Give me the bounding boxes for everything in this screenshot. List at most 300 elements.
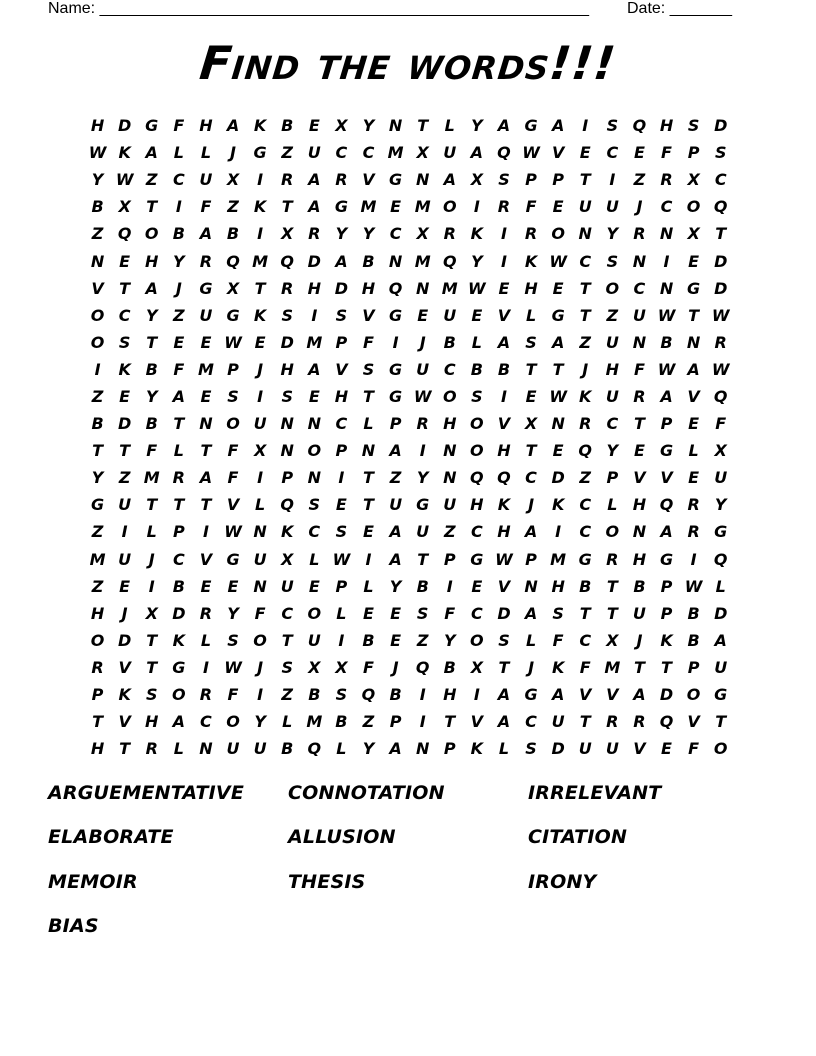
grid-letter[interactable]: I [690, 549, 697, 569]
grid-letter[interactable]: I [338, 468, 345, 488]
grid-letter[interactable]: U [226, 739, 240, 759]
grid-letter[interactable]: V [660, 468, 673, 488]
grid-letter[interactable]: X [118, 197, 131, 217]
grid-letter[interactable]: P [389, 712, 402, 732]
grid-letter[interactable]: F [363, 657, 374, 677]
grid-letter[interactable]: S [145, 685, 158, 705]
grid-letter[interactable]: Z [606, 305, 619, 325]
grid-letter[interactable]: C [579, 522, 592, 542]
grid-letter[interactable]: I [257, 386, 264, 406]
grid-letter[interactable]: I [419, 712, 426, 732]
grid-letter[interactable]: R [687, 522, 700, 542]
grid-letter[interactable]: C [200, 712, 212, 732]
grid-letter[interactable]: E [661, 739, 672, 759]
grid-letter[interactable]: H [632, 549, 647, 569]
grid-letter[interactable]: T [363, 468, 374, 488]
grid-letter[interactable]: C [525, 712, 537, 732]
grid-letter[interactable]: V [551, 143, 565, 163]
grid-letter[interactable]: L [173, 739, 184, 759]
grid-letter[interactable]: C [172, 549, 185, 569]
grid-letter[interactable]: M [441, 278, 458, 298]
grid-letter[interactable]: I [473, 197, 480, 217]
grid-letter[interactable]: F [200, 197, 212, 217]
grid-letter[interactable]: G [659, 549, 674, 569]
grid-letter[interactable]: A [389, 739, 402, 759]
grid-letter[interactable]: I [175, 197, 182, 217]
grid-letter[interactable]: N [199, 739, 213, 759]
grid-letter[interactable]: E [579, 143, 591, 163]
grid-letter[interactable]: L [525, 305, 537, 325]
grid-letter[interactable]: T [579, 170, 591, 190]
grid-letter[interactable]: D [118, 116, 132, 136]
grid-letter[interactable]: R [687, 495, 700, 515]
grid-letter[interactable]: A [497, 332, 511, 352]
grid-letter[interactable]: N [90, 251, 105, 271]
grid-letter[interactable]: I [338, 630, 345, 650]
grid-letter[interactable]: L [688, 441, 699, 461]
grid-letter[interactable]: N [253, 576, 267, 596]
grid-letter[interactable]: K [470, 739, 484, 759]
grid-letter[interactable]: H [145, 712, 159, 732]
grid-letter[interactable]: O [442, 386, 457, 406]
grid-letter[interactable]: U [118, 549, 132, 569]
grid-letter[interactable]: S [606, 251, 619, 271]
grid-letter[interactable]: I [555, 522, 562, 542]
grid-letter[interactable]: T [606, 603, 618, 623]
grid-letter[interactable]: X [335, 116, 348, 136]
grid-letter[interactable]: S [308, 495, 321, 515]
grid-letter[interactable]: Z [227, 197, 239, 217]
grid-letter[interactable]: S [335, 522, 348, 542]
grid-letter[interactable]: L [607, 495, 618, 515]
grid-letter[interactable]: V [199, 549, 213, 569]
grid-letter[interactable]: V [497, 576, 511, 596]
grid-letter[interactable]: G [145, 116, 159, 136]
grid-letter[interactable]: Z [91, 224, 104, 244]
grid-letter[interactable]: U [199, 170, 213, 190]
grid-letter[interactable]: N [388, 116, 403, 136]
grid-letter[interactable]: K [172, 630, 186, 650]
grid-letter[interactable]: T [146, 332, 158, 352]
grid-letter[interactable]: Y [145, 386, 158, 406]
grid-letter[interactable]: O [226, 414, 240, 434]
grid-letter[interactable]: H [307, 278, 321, 298]
grid-letter[interactable]: O [470, 441, 484, 461]
grid-letter[interactable]: D [334, 278, 349, 298]
grid-letter[interactable]: E [417, 305, 429, 325]
grid-letter[interactable]: P [443, 549, 456, 569]
grid-letter[interactable]: T [146, 197, 158, 217]
grid-letter[interactable]: Y [227, 603, 239, 623]
grid-letter[interactable]: S [227, 386, 239, 406]
grid-letter[interactable]: Z [281, 685, 293, 705]
grid-letter[interactable]: Q [307, 739, 322, 759]
grid-letter[interactable]: E [227, 576, 239, 596]
grid-letter[interactable]: K [253, 305, 267, 325]
grid-letter[interactable]: X [687, 170, 700, 190]
grid-letter[interactable]: G [389, 386, 403, 406]
grid-letter[interactable]: A [660, 386, 673, 406]
grid-letter[interactable]: R [633, 224, 646, 244]
grid-letter[interactable]: I [419, 685, 426, 705]
grid-letter[interactable]: U [605, 386, 619, 406]
grid-letter[interactable]: G [199, 278, 213, 298]
grid-letter[interactable]: B [91, 197, 104, 217]
grid-letter[interactable]: A [145, 143, 158, 163]
grid-letter[interactable]: Y [362, 116, 375, 136]
grid-letter[interactable]: Y [173, 251, 185, 271]
grid-letter[interactable]: T [661, 657, 672, 677]
grid-letter[interactable]: T [92, 712, 103, 732]
grid-letter[interactable]: D [118, 630, 132, 650]
grid-letter[interactable]: L [363, 576, 374, 596]
grid-letter[interactable]: X [524, 414, 538, 434]
grid-letter[interactable]: U [307, 143, 321, 163]
grid-letter[interactable]: C [579, 251, 592, 271]
grid-letter[interactable]: P [91, 685, 104, 705]
grid-letter[interactable]: F [227, 441, 239, 461]
grid-letter[interactable]: T [173, 414, 185, 434]
grid-letter[interactable]: E [119, 576, 131, 596]
grid-letter[interactable]: M [252, 251, 269, 271]
grid-letter[interactable]: I [473, 685, 480, 705]
grid-letter[interactable]: Q [388, 278, 403, 298]
grid-letter[interactable]: M [360, 197, 377, 217]
grid-letter[interactable]: T [119, 441, 131, 461]
grid-letter[interactable]: Z [416, 630, 429, 650]
grid-letter[interactable]: T [363, 386, 374, 406]
grid-letter[interactable]: N [280, 414, 294, 434]
grid-letter[interactable]: V [633, 739, 646, 759]
grid-letter[interactable]: G [524, 116, 538, 136]
grid-letter[interactable]: H [659, 116, 674, 136]
grid-letter[interactable]: V [579, 685, 592, 705]
grid-letter[interactable]: A [551, 685, 565, 705]
grid-letter[interactable]: T [525, 441, 537, 461]
grid-letter[interactable]: U [199, 305, 213, 325]
grid-letter[interactable]: D [172, 603, 186, 623]
grid-letter[interactable]: N [199, 414, 213, 434]
grid-letter[interactable]: B [687, 603, 700, 623]
grid-letter[interactable]: Z [145, 170, 158, 190]
grid-letter[interactable]: A [470, 143, 484, 163]
grid-letter[interactable]: S [362, 359, 375, 379]
grid-letter[interactable]: K [253, 116, 267, 136]
grid-letter[interactable]: Z [579, 468, 592, 488]
grid-letter[interactable]: H [334, 386, 349, 406]
grid-letter[interactable]: T [633, 657, 645, 677]
grid-letter[interactable]: X [226, 170, 240, 190]
grid-letter[interactable]: C [172, 170, 185, 190]
grid-letter[interactable]: Q [361, 685, 376, 705]
grid-letter[interactable]: T [281, 197, 293, 217]
grid-letter[interactable]: F [363, 332, 374, 352]
grid-letter[interactable]: E [200, 576, 212, 596]
grid-letter[interactable]: P [172, 522, 185, 542]
grid-letter[interactable]: S [416, 603, 429, 623]
grid-letter[interactable]: J [121, 603, 128, 623]
grid-letter[interactable]: R [633, 712, 646, 732]
grid-letter[interactable]: V [226, 495, 240, 515]
grid-letter[interactable]: N [307, 414, 321, 434]
grid-letter[interactable]: E [633, 441, 645, 461]
grid-letter[interactable]: J [636, 197, 643, 217]
grid-letter[interactable]: A [714, 630, 727, 650]
grid-letter[interactable]: I [500, 386, 507, 406]
grid-letter[interactable]: D [714, 251, 728, 271]
grid-letter[interactable]: T [254, 278, 266, 298]
grid-letter[interactable]: T [525, 359, 537, 379]
grid-letter[interactable]: G [226, 549, 240, 569]
grid-letter[interactable]: H [632, 495, 647, 515]
grid-letter[interactable]: I [257, 685, 264, 705]
grid-letter[interactable]: F [173, 116, 185, 136]
grid-letter[interactable]: A [497, 712, 511, 732]
grid-letter[interactable]: N [659, 224, 674, 244]
grid-letter[interactable]: O [172, 685, 186, 705]
grid-letter[interactable]: Q [226, 251, 240, 271]
grid-letter[interactable]: T [119, 739, 131, 759]
grid-letter[interactable]: L [336, 603, 347, 623]
grid-letter[interactable]: Q [659, 495, 674, 515]
grid-letter[interactable]: I [202, 657, 209, 677]
grid-letter[interactable]: I [663, 251, 670, 271]
grid-letter[interactable]: T [146, 495, 158, 515]
grid-letter[interactable]: A [551, 332, 565, 352]
grid-letter[interactable]: N [388, 251, 403, 271]
grid-letter[interactable]: U [253, 549, 267, 569]
grid-letter[interactable]: P [687, 143, 700, 163]
grid-letter[interactable]: U [632, 305, 646, 325]
grid-letter[interactable]: I [94, 359, 101, 379]
grid-letter[interactable]: X [253, 441, 267, 461]
grid-letter[interactable]: I [500, 224, 507, 244]
grid-letter[interactable]: K [118, 143, 131, 163]
grid-letter[interactable]: Q [442, 251, 457, 271]
grid-letter[interactable]: I [311, 305, 318, 325]
grid-letter[interactable]: V [91, 278, 104, 298]
grid-letter[interactable]: P [335, 576, 348, 596]
grid-letter[interactable]: U [578, 739, 592, 759]
grid-letter[interactable]: U [605, 332, 619, 352]
grid-letter[interactable]: Z [633, 170, 646, 190]
grid-letter[interactable]: V [497, 414, 511, 434]
grid-letter[interactable]: L [471, 332, 482, 352]
grid-letter[interactable]: O [90, 305, 105, 325]
grid-letter[interactable]: P [335, 332, 348, 352]
grid-letter[interactable]: Q [659, 712, 674, 732]
grid-letter[interactable]: J [419, 332, 426, 352]
grid-letter[interactable]: M [550, 549, 567, 569]
grid-letter[interactable]: L [146, 522, 157, 542]
grid-letter[interactable]: H [497, 441, 511, 461]
grid-letter[interactable]: T [444, 712, 456, 732]
grid-letter[interactable]: B [633, 576, 646, 596]
grid-letter[interactable]: C [335, 143, 348, 163]
grid-letter[interactable]: G [687, 278, 701, 298]
grid-letter[interactable]: O [605, 278, 620, 298]
grid-letter[interactable]: W [88, 143, 107, 163]
grid-letter[interactable]: I [419, 441, 426, 461]
grid-letter[interactable]: S [471, 386, 483, 406]
grid-letter[interactable]: B [362, 630, 375, 650]
grid-letter[interactable]: P [443, 739, 456, 759]
grid-letter[interactable]: L [715, 576, 726, 596]
grid-letter[interactable]: P [552, 170, 564, 190]
grid-letter[interactable]: B [687, 630, 700, 650]
grid-letter[interactable]: U [118, 495, 132, 515]
grid-letter[interactable]: A [687, 359, 700, 379]
grid-letter[interactable]: O [686, 685, 701, 705]
grid-letter[interactable]: G [226, 305, 240, 325]
grid-letter[interactable]: B [226, 224, 240, 244]
grid-letter[interactable]: G [714, 522, 728, 542]
grid-letter[interactable]: J [230, 143, 236, 163]
grid-letter[interactable]: C [389, 224, 402, 244]
grid-letter[interactable]: W [332, 549, 351, 569]
grid-letter[interactable]: F [552, 630, 564, 650]
grid-letter[interactable]: P [660, 603, 673, 623]
grid-letter[interactable]: W [224, 332, 242, 352]
grid-letter[interactable]: L [200, 630, 212, 650]
grid-letter[interactable]: R [199, 685, 213, 705]
grid-letter[interactable]: D [659, 685, 674, 705]
grid-letter[interactable]: E [119, 386, 131, 406]
grid-letter[interactable]: G [90, 495, 105, 515]
grid-letter[interactable]: Y [389, 576, 402, 596]
grid-letter[interactable]: R [308, 224, 321, 244]
grid-letter[interactable]: U [578, 197, 592, 217]
grid-letter[interactable]: Z [579, 332, 592, 352]
grid-letter[interactable]: M [306, 332, 323, 352]
grid-letter[interactable]: H [443, 685, 457, 705]
grid-letter[interactable]: X [416, 143, 429, 163]
grid-letter[interactable]: O [307, 603, 322, 623]
grid-letter[interactable]: U [307, 630, 321, 650]
grid-letter[interactable]: N [415, 278, 430, 298]
grid-letter[interactable]: T [633, 414, 645, 434]
grid-letter[interactable]: W [549, 386, 567, 406]
grid-letter[interactable]: B [145, 359, 158, 379]
grid-letter[interactable]: A [199, 224, 213, 244]
grid-letter[interactable]: T [417, 549, 429, 569]
grid-letter[interactable]: X [416, 224, 429, 244]
grid-letter[interactable]: I [365, 549, 372, 569]
grid-letter[interactable]: X [281, 224, 294, 244]
grid-letter[interactable]: L [255, 495, 266, 515]
grid-letter[interactable]: Q [632, 116, 647, 136]
grid-letter[interactable]: W [522, 143, 540, 163]
grid-letter[interactable]: C [606, 414, 619, 434]
grid-letter[interactable]: K [470, 224, 484, 244]
grid-letter[interactable]: U [253, 414, 267, 434]
grid-letter[interactable]: V [687, 386, 700, 406]
grid-letter[interactable]: G [714, 685, 728, 705]
grid-letter[interactable]: S [335, 305, 348, 325]
grid-letter[interactable]: H [497, 522, 511, 542]
grid-letter[interactable]: A [524, 603, 538, 623]
grid-letter[interactable]: U [443, 143, 457, 163]
grid-letter[interactable]: R [335, 170, 348, 190]
grid-letter[interactable]: Q [497, 143, 511, 163]
grid-letter[interactable]: T [281, 630, 293, 650]
grid-letter[interactable]: S [525, 739, 537, 759]
grid-letter[interactable]: U [605, 197, 619, 217]
grid-letter[interactable]: A [172, 712, 186, 732]
grid-letter[interactable]: R [416, 414, 429, 434]
grid-letter[interactable]: C [308, 522, 321, 542]
grid-letter[interactable]: N [632, 251, 647, 271]
grid-letter[interactable]: B [470, 359, 483, 379]
grid-letter[interactable]: F [579, 657, 591, 677]
grid-letter[interactable]: E [552, 441, 564, 461]
grid-letter[interactable]: Y [335, 224, 348, 244]
grid-letter[interactable]: E [308, 386, 320, 406]
grid-letter[interactable]: F [661, 143, 672, 163]
grid-letter[interactable]: N [443, 468, 457, 488]
grid-letter[interactable]: L [200, 143, 212, 163]
grid-letter[interactable]: S [227, 630, 239, 650]
grid-letter[interactable]: U [443, 495, 457, 515]
grid-letter[interactable]: J [148, 549, 155, 569]
grid-letter[interactable]: A [497, 116, 511, 136]
grid-letter[interactable]: F [633, 359, 645, 379]
grid-letter[interactable]: W [224, 522, 242, 542]
grid-letter[interactable]: L [444, 116, 455, 136]
grid-letter[interactable]: Q [415, 657, 430, 677]
grid-letter[interactable]: Z [118, 468, 131, 488]
grid-letter[interactable]: A [633, 685, 646, 705]
grid-letter[interactable]: C [660, 197, 673, 217]
grid-letter[interactable]: Y [362, 739, 375, 759]
grid-letter[interactable]: C [281, 603, 294, 623]
grid-letter[interactable]: E [308, 116, 320, 136]
grid-letter[interactable]: H [470, 495, 484, 515]
grid-letter[interactable]: M [306, 712, 323, 732]
grid-letter[interactable]: N [632, 332, 647, 352]
grid-letter[interactable]: T [498, 657, 510, 677]
grid-letter[interactable]: L [363, 414, 374, 434]
grid-letter[interactable]: B [389, 685, 402, 705]
grid-letter[interactable]: N [443, 441, 457, 461]
grid-letter[interactable]: B [281, 116, 294, 136]
grid-letter[interactable]: N [551, 414, 565, 434]
grid-letter[interactable]: O [253, 630, 267, 650]
grid-letter[interactable]: N [280, 441, 294, 461]
grid-letter[interactable]: V [335, 359, 348, 379]
grid-letter[interactable]: C [118, 305, 131, 325]
grid-letter[interactable]: R [199, 603, 213, 623]
grid-letter[interactable]: P [660, 414, 673, 434]
grid-letter[interactable]: F [254, 603, 266, 623]
grid-letter[interactable]: F [525, 197, 537, 217]
grid-letter[interactable]: X [687, 224, 700, 244]
grid-letter[interactable]: L [309, 549, 320, 569]
grid-letter[interactable]: L [173, 441, 184, 461]
grid-letter[interactable]: I [148, 576, 155, 596]
grid-letter[interactable]: U [253, 739, 267, 759]
grid-letter[interactable]: S [525, 332, 537, 352]
grid-letter[interactable]: B [281, 739, 294, 759]
grid-letter[interactable]: E [254, 332, 266, 352]
grid-letter[interactable]: K [118, 685, 131, 705]
grid-letter[interactable]: O [226, 712, 240, 732]
grid-letter[interactable]: W [495, 549, 513, 569]
grid-letter[interactable]: E [173, 332, 185, 352]
grid-letter[interactable]: V [687, 712, 700, 732]
grid-letter[interactable]: W [657, 305, 676, 325]
grid-letter[interactable]: F [688, 739, 700, 759]
